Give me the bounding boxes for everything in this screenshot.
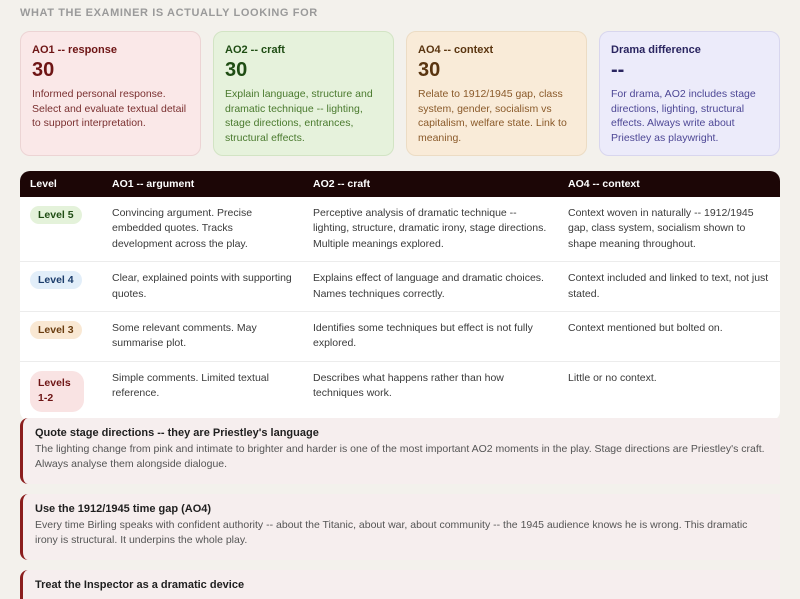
tip-title: Treat the Inspector as a dramatic device	[35, 579, 245, 591]
card-title: AO4 -- context	[418, 44, 494, 56]
cell-ao4: Context mentioned but bolted on.	[558, 312, 780, 362]
card-value: 30	[225, 59, 248, 81]
card-value: 30	[32, 59, 55, 81]
table-row	[20, 262, 780, 312]
card-ao1	[20, 31, 201, 156]
cell-ao2: Perceptive analysis of dramatic technique -- lighting, structure, dramatic irony, stage directions. Multiple meanings explored.	[313, 207, 547, 250]
card-title: AO2 -- craft	[225, 44, 285, 56]
card-description: Explain language, structure and dramatic technique -- lighting, stage directions, entrances, structural effects.	[225, 88, 373, 144]
tip-title: Quote stage directions -- they are Priestley's language	[35, 427, 319, 439]
cell-ao2: Identifies some techniques but effect is not fully explored.	[303, 312, 558, 362]
card-description: Relate to 1912/1945 gap, class system, gender, socialism vs capitalism, welfare state. Link to meaning.	[418, 88, 567, 144]
header-ao2: AO2 -- craft	[313, 178, 371, 190]
cell-ao1: Some relevant comments. May summarise plot.	[102, 312, 303, 362]
cell-ao2: Explains effect of language and dramatic choices. Names techniques correctly.	[303, 262, 558, 312]
cell-ao1: Convincing argument. Precise embedded quotes. Tracks development across the play.	[112, 207, 253, 250]
tip-title: Use the 1912/1945 time gap (AO4)	[35, 503, 212, 515]
card-value: 30	[418, 59, 441, 81]
tip-body: The lighting change from pink and intimate to brighter and harder is one of the most important AO2 moments in the play. Stage directions are Priestley's craft. Always analyse them alongside dialogue.	[35, 443, 765, 471]
header-ao1: AO1 -- argument	[112, 178, 195, 190]
tip-callout	[20, 494, 780, 560]
tip-body: Every time Birling speaks with confident authority -- about the Titanic, about war, about community -- the 1945 audience knows he is wrong. This dramatic irony is structural. It underpins the whole play.	[35, 519, 748, 547]
table-row	[20, 312, 780, 362]
card-description: Informed personal response. Select and evaluate textual detail to support interpretation.	[32, 88, 187, 130]
header-level: Level	[30, 178, 57, 190]
header-ao4: AO4 -- context	[568, 178, 640, 190]
level-badge: Levels 1-2	[30, 371, 84, 412]
card-title: Drama difference	[611, 44, 701, 56]
level-badge: Level 3	[30, 321, 82, 339]
cell-ao1: Simple comments. Limited textual reference.	[102, 361, 303, 420]
table-row	[20, 197, 780, 262]
card-drama-difference	[599, 31, 780, 156]
cell-ao4: Little or no context.	[558, 361, 780, 420]
cell-ao1: Clear, explained points with supporting quotes.	[102, 262, 303, 312]
card-title: AO1 -- response	[32, 44, 117, 56]
table-row	[20, 361, 780, 420]
tip-callout	[20, 418, 780, 484]
card-value: --	[611, 59, 625, 81]
card-ao2	[213, 31, 394, 156]
card-description: For drama, AO2 includes stage directions, lighting, structural effects. Always write about Priestley as playwright.	[611, 88, 756, 144]
cell-ao2: Describes what happens rather than how techniques work.	[303, 361, 558, 420]
assessment-objective-cards	[20, 31, 780, 156]
cell-ao4: Context included and linked to text, not just stated.	[558, 262, 780, 312]
card-ao4	[406, 31, 587, 156]
tip-callout	[20, 570, 780, 599]
level-badge: Level 4	[30, 271, 82, 289]
table-header-row	[20, 171, 780, 197]
mark-scheme-table	[20, 171, 780, 421]
level-badge: Level 5	[30, 206, 82, 224]
cell-ao4: Context woven in naturally -- 1912/1945 gap, class system, socialism shown to shape meaning throughout.	[568, 207, 754, 250]
section-title: WHAT THE EXAMINER IS ACTUALLY LOOKING FOR	[20, 7, 318, 19]
